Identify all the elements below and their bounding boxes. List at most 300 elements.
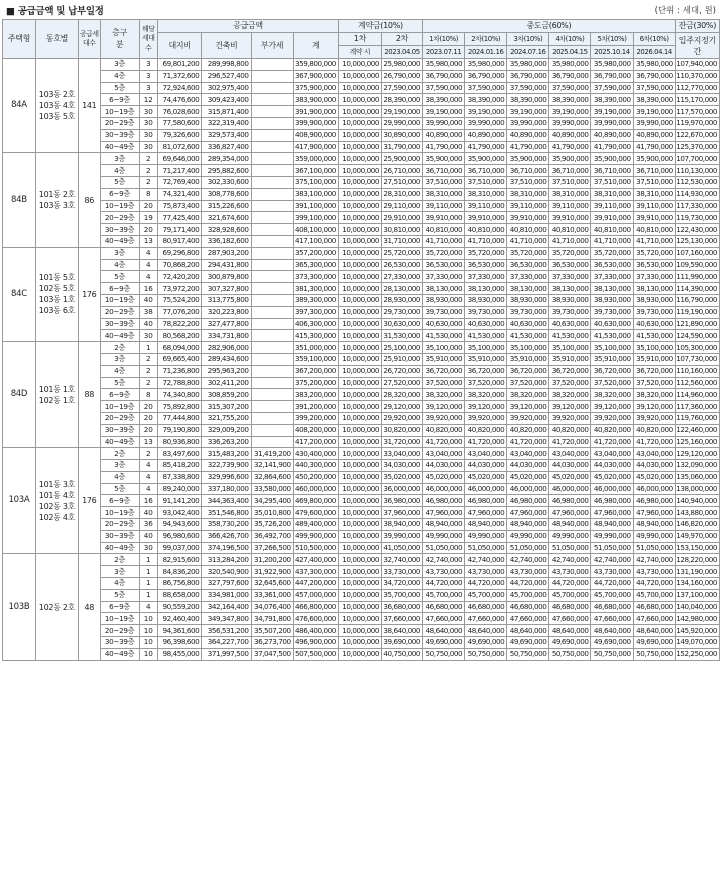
floor-cell: 10~19층 — [100, 613, 139, 625]
land-cost-cell: 72,788,800 — [158, 377, 202, 389]
balance-cell: 114,390,000 — [675, 283, 719, 295]
units-cell: 16 — [139, 495, 157, 507]
table-row — [3, 247, 720, 259]
middle-payment-cell: 44,720,000 — [549, 578, 591, 590]
units-cell: 30 — [139, 106, 157, 118]
middle-payment-cell: 36,790,000 — [591, 70, 633, 82]
balance-cell: 134,160,000 — [675, 578, 719, 590]
middle-payment-cell: 40,820,000 — [633, 424, 675, 436]
building-cost-cell: 296,527,400 — [202, 70, 251, 82]
building-cost-cell: 315,871,400 — [202, 106, 251, 118]
middle-payment-cell: 50,750,000 — [549, 648, 591, 660]
middle-payment-cell: 39,920,000 — [549, 412, 591, 424]
contract-2-cell: 37,660,000 — [381, 613, 422, 625]
middle-payment-cell: 35,910,000 — [633, 353, 675, 365]
contract-2-cell: 29,730,000 — [381, 306, 422, 318]
total-cell: 391,100,000 — [293, 200, 338, 212]
balance-cell: 107,160,000 — [675, 247, 719, 259]
middle-payment-cell: 41,710,000 — [423, 235, 465, 247]
middle-payment-cell: 35,910,000 — [507, 353, 549, 365]
units-cell: 4 — [139, 259, 157, 271]
floor-cell: 2층 — [100, 554, 139, 566]
total-cell: 496,900,000 — [293, 637, 338, 649]
units-cell: 2 — [139, 176, 157, 188]
vat-cell: 32,645,600 — [251, 578, 293, 590]
middle-payment-cell: 43,040,000 — [633, 448, 675, 460]
land-cost-cell: 91,141,200 — [158, 495, 202, 507]
middle-payment-cell: 36,790,000 — [549, 70, 591, 82]
middle-payment-cell: 48,940,000 — [633, 519, 675, 531]
floor-cell: 5층 — [100, 589, 139, 601]
land-cost-cell: 75,892,800 — [158, 401, 202, 413]
middle-payment-cell: 49,990,000 — [507, 530, 549, 542]
balance-cell: 107,730,000 — [675, 353, 719, 365]
middle-payment-cell: 35,900,000 — [465, 153, 507, 165]
middle-6-header: 6차(10%) — [633, 33, 675, 46]
middle-payment-cell: 41,530,000 — [591, 330, 633, 342]
middle-payment-cell: 51,050,000 — [465, 542, 507, 554]
contract-1-cell: 10,000,000 — [338, 460, 381, 472]
land-cost-cell: 72,924,600 — [158, 82, 202, 94]
units-cell: 3 — [139, 70, 157, 82]
vat-cell — [251, 294, 293, 306]
middle-payment-cell: 39,920,000 — [423, 412, 465, 424]
page-title: ■ 공급금액 및 납부일정 — [6, 6, 104, 17]
total-cell: 389,300,000 — [293, 294, 338, 306]
middle-payment-cell: 46,000,000 — [633, 483, 675, 495]
middle-payment-cell: 50,750,000 — [591, 648, 633, 660]
total-cell: 417,100,000 — [293, 235, 338, 247]
middle-payment-cell: 37,590,000 — [549, 82, 591, 94]
total-cell: 408,900,000 — [293, 129, 338, 141]
contract-1-cell: 10,000,000 — [338, 94, 381, 106]
floor-cell: 20~29층 — [100, 212, 139, 224]
middle-payment-cell: 36,720,000 — [633, 365, 675, 377]
middle-payment-cell: 39,990,000 — [633, 117, 675, 129]
col-building-header: 동호별 — [35, 20, 78, 59]
contract-2-cell: 29,120,000 — [381, 401, 422, 413]
table-row — [3, 200, 720, 212]
vat-cell — [251, 318, 293, 330]
building-cost-cell: 322,319,400 — [202, 117, 251, 129]
contract-1-cell: 10,000,000 — [338, 471, 381, 483]
total-cell: 373,300,000 — [293, 271, 338, 283]
contract-1-cell: 10,000,000 — [338, 401, 381, 413]
table-row — [3, 448, 720, 460]
land-cost-cell: 79,171,400 — [158, 224, 202, 236]
middle-payment-cell: 48,940,000 — [591, 519, 633, 531]
middle-payment-cell: 38,130,000 — [507, 283, 549, 295]
middle-payment-cell: 39,110,000 — [507, 200, 549, 212]
floor-cell: 30~39층 — [100, 530, 139, 542]
total-cell: 450,200,000 — [293, 471, 338, 483]
contract-1-cell: 10,000,000 — [338, 613, 381, 625]
units-cell: 1 — [139, 554, 157, 566]
table-row — [3, 176, 720, 188]
middle-payment-cell: 35,980,000 — [507, 59, 549, 71]
middle-payment-cell: 44,720,000 — [591, 578, 633, 590]
middle-4-date: 2025.04.15 — [549, 46, 591, 59]
total-cell: 399,900,000 — [293, 117, 338, 129]
balance-cell: 119,730,000 — [675, 212, 719, 224]
total-cell: 507,500,000 — [293, 648, 338, 660]
middle-payment-cell: 45,020,000 — [507, 471, 549, 483]
middle-payment-cell: 45,700,000 — [507, 589, 549, 601]
contract-2-cell: 31,790,000 — [381, 141, 422, 153]
total-cell: 391,900,000 — [293, 106, 338, 118]
balance-cell: 132,090,000 — [675, 460, 719, 472]
middle-payment-cell: 36,530,000 — [549, 259, 591, 271]
contract-2-cell: 31,530,000 — [381, 330, 422, 342]
vat-cell — [251, 94, 293, 106]
middle-payment-cell: 48,640,000 — [633, 625, 675, 637]
table-row — [3, 460, 720, 472]
title-text: 공급금액 및 납부일정 — [17, 6, 104, 17]
building-cost-cell: 295,882,600 — [202, 165, 251, 177]
middle-payment-cell: 47,660,000 — [549, 613, 591, 625]
unit-note: (단위 : 세대, 원) — [654, 6, 716, 16]
contract-1-cell: 10,000,000 — [338, 412, 381, 424]
middle-payment-cell: 39,120,000 — [633, 401, 675, 413]
contract-1-cell: 10,000,000 — [338, 483, 381, 495]
floor-cell: 6~9층 — [100, 495, 139, 507]
middle-payment-cell: 37,590,000 — [633, 82, 675, 94]
balance-cell: 125,130,000 — [675, 235, 719, 247]
middle-payment-cell: 37,510,000 — [591, 176, 633, 188]
middle-payment-cell: 38,130,000 — [465, 283, 507, 295]
vat-cell — [251, 106, 293, 118]
middle-payment-cell: 47,660,000 — [423, 613, 465, 625]
contract-2-cell: 25,900,000 — [381, 153, 422, 165]
middle-payment-cell: 41,720,000 — [549, 436, 591, 448]
total-cell: 367,100,000 — [293, 165, 338, 177]
balance-header: 잔금(30%) — [675, 20, 719, 33]
total-cell: 399,200,000 — [293, 412, 338, 424]
building-cost-cell: 329,573,400 — [202, 129, 251, 141]
building-cost-cell: 315,483,200 — [202, 448, 251, 460]
middle-payment-cell: 48,940,000 — [465, 519, 507, 531]
balance-cell: 152,250,000 — [675, 648, 719, 660]
middle-payment-cell: 36,720,000 — [591, 365, 633, 377]
middle-payment-cell: 40,810,000 — [633, 224, 675, 236]
building-cost-cell: 337,180,000 — [202, 483, 251, 495]
balance-cell: 140,940,000 — [675, 495, 719, 507]
table-row — [3, 530, 720, 542]
middle-payment-cell: 46,680,000 — [507, 601, 549, 613]
land-cost-cell: 69,665,400 — [158, 353, 202, 365]
floor-cell: 10~19층 — [100, 507, 139, 519]
contract-header: 계약금(10%) — [338, 20, 422, 33]
middle-3-header: 3차(10%) — [507, 33, 549, 46]
vat-cell — [251, 141, 293, 153]
units-cell: 4 — [139, 601, 157, 613]
middle-payment-cell: 42,740,000 — [549, 554, 591, 566]
vat-cell — [251, 401, 293, 413]
vat-cell — [251, 59, 293, 71]
table-row — [3, 519, 720, 531]
middle-payment-cell: 39,190,000 — [465, 106, 507, 118]
middle-payment-cell: 38,390,000 — [591, 94, 633, 106]
land-cost-cell: 75,524,200 — [158, 294, 202, 306]
floor-cell: 6~9층 — [100, 389, 139, 401]
building-cost-cell: 282,906,000 — [202, 342, 251, 354]
middle-payment-cell: 46,000,000 — [465, 483, 507, 495]
middle-payment-cell: 47,960,000 — [591, 507, 633, 519]
middle-payment-cell: 41,720,000 — [423, 436, 465, 448]
total-cell: 510,500,000 — [293, 542, 338, 554]
building-cost-cell: 336,827,400 — [202, 141, 251, 153]
middle-payment-cell: 39,190,000 — [507, 106, 549, 118]
contract-1-cell: 10,000,000 — [338, 224, 381, 236]
contract-2-cell: 26,720,000 — [381, 365, 422, 377]
middle-payment-cell: 35,720,000 — [507, 247, 549, 259]
middle-payment-cell: 46,980,000 — [633, 495, 675, 507]
middle-payment-cell: 45,700,000 — [633, 589, 675, 601]
total-cell: 351,000,000 — [293, 342, 338, 354]
floor-cell: 10~19층 — [100, 294, 139, 306]
middle-payment-cell: 44,030,000 — [465, 460, 507, 472]
balance-cell: 149,970,000 — [675, 530, 719, 542]
middle-payment-cell: 51,050,000 — [633, 542, 675, 554]
balance-cell: 138,000,000 — [675, 483, 719, 495]
building-cost-cell: 295,963,200 — [202, 365, 251, 377]
floor-cell: 3층 — [100, 353, 139, 365]
land-cost-cell: 81,072,600 — [158, 141, 202, 153]
balance-cell: 131,190,000 — [675, 566, 719, 578]
contract-2-cell: 26,710,000 — [381, 165, 422, 177]
middle-payment-cell: 44,030,000 — [633, 460, 675, 472]
middle-payment-cell: 44,030,000 — [507, 460, 549, 472]
table-row — [3, 318, 720, 330]
units-cell: 4 — [139, 471, 157, 483]
vat-cell: 33,580,000 — [251, 483, 293, 495]
vat-cell — [251, 165, 293, 177]
middle-payment-cell: 51,050,000 — [507, 542, 549, 554]
vat-cell — [251, 424, 293, 436]
vat-cell — [251, 188, 293, 200]
col-supply-header: 공급세대수 — [78, 20, 100, 59]
middle-payment-cell: 35,910,000 — [591, 353, 633, 365]
middle-payment-cell: 47,960,000 — [465, 507, 507, 519]
table-row — [3, 637, 720, 649]
middle-payment-cell: 45,020,000 — [633, 471, 675, 483]
middle-payment-cell: 41,790,000 — [633, 141, 675, 153]
middle-payment-cell: 38,930,000 — [465, 294, 507, 306]
balance-cell: 112,560,000 — [675, 377, 719, 389]
contract-1-cell: 10,000,000 — [338, 153, 381, 165]
balance-cell: 109,590,000 — [675, 259, 719, 271]
vat-cell: 34,791,800 — [251, 613, 293, 625]
contract-1-cell: 10,000,000 — [338, 188, 381, 200]
middle-payment-cell: 38,130,000 — [549, 283, 591, 295]
land-cost-cell: 76,028,600 — [158, 106, 202, 118]
contract-2-cell: 28,310,000 — [381, 188, 422, 200]
middle-payment-cell: 50,750,000 — [423, 648, 465, 660]
middle-2-header: 2차(10%) — [465, 33, 507, 46]
contract-1-cell: 10,000,000 — [338, 648, 381, 660]
total-cell: 383,100,000 — [293, 188, 338, 200]
table-row — [3, 106, 720, 118]
middle-payment-cell: 40,890,000 — [549, 129, 591, 141]
table-row — [3, 483, 720, 495]
table-row — [3, 94, 720, 106]
land-cost-cell: 79,190,800 — [158, 424, 202, 436]
total-cell: 408,200,000 — [293, 424, 338, 436]
vat-cell — [251, 353, 293, 365]
col-land-header: 대지비 — [158, 33, 202, 59]
contract-1-cell: 10,000,000 — [338, 283, 381, 295]
balance-cell: 115,170,000 — [675, 94, 719, 106]
middle-payment-cell: 38,390,000 — [549, 94, 591, 106]
total-cell: 430,400,000 — [293, 448, 338, 460]
contract-2-cell: 33,040,000 — [381, 448, 422, 460]
building-cost-cell: 336,263,200 — [202, 436, 251, 448]
contract-1-cell: 10,000,000 — [338, 294, 381, 306]
balance-cell: 122,460,000 — [675, 424, 719, 436]
col-units-header: 해당세대수 — [139, 20, 157, 59]
total-cell: 399,100,000 — [293, 212, 338, 224]
building-cost-cell: 356,531,200 — [202, 625, 251, 637]
total-cell: 479,600,000 — [293, 507, 338, 519]
total-cell: 415,300,000 — [293, 330, 338, 342]
contract-2-cell: 32,740,000 — [381, 554, 422, 566]
middle-payment-cell: 40,810,000 — [591, 224, 633, 236]
middle-payment-cell: 43,730,000 — [591, 566, 633, 578]
housing-type-cell: 103B — [3, 554, 36, 660]
floor-cell: 30~39층 — [100, 424, 139, 436]
floor-cell: 3층 — [100, 153, 139, 165]
contract-2-cell: 39,990,000 — [381, 530, 422, 542]
middle-payment-cell: 35,980,000 — [549, 59, 591, 71]
middle-payment-cell: 51,050,000 — [423, 542, 465, 554]
total-cell: 359,000,000 — [293, 153, 338, 165]
middle-payment-cell: 49,990,000 — [591, 530, 633, 542]
middle-payment-cell: 39,190,000 — [423, 106, 465, 118]
middle-payment-cell: 39,990,000 — [591, 117, 633, 129]
middle-payment-cell: 37,590,000 — [507, 82, 549, 94]
land-cost-cell: 77,580,600 — [158, 117, 202, 129]
contract-2-cell: 36,000,000 — [381, 483, 422, 495]
balance-cell: 105,300,000 — [675, 342, 719, 354]
building-cell: 101동 3호 101동 4호 102동 3호 102동 4호 — [35, 448, 78, 554]
middle-payment-cell: 46,000,000 — [423, 483, 465, 495]
middle-payment-cell: 46,980,000 — [465, 495, 507, 507]
middle-payment-cell: 41,530,000 — [465, 330, 507, 342]
middle-6-date: 2026.04.14 — [633, 46, 675, 59]
table-row — [3, 389, 720, 401]
balance-cell: 122,430,000 — [675, 224, 719, 236]
land-cost-cell: 77,425,400 — [158, 212, 202, 224]
contract-2-cell: 30,810,000 — [381, 224, 422, 236]
middle-payment-cell: 39,120,000 — [423, 401, 465, 413]
middle-payment-cell: 46,680,000 — [549, 601, 591, 613]
middle-payment-cell: 41,710,000 — [549, 235, 591, 247]
table-row — [3, 82, 720, 94]
floor-cell: 20~29층 — [100, 306, 139, 318]
contract-2-date: 2023.04.05 — [381, 46, 422, 59]
building-cost-cell: 313,284,200 — [202, 554, 251, 566]
contract-1-cell: 10,000,000 — [338, 212, 381, 224]
middle-payment-cell: 39,120,000 — [591, 401, 633, 413]
vat-cell — [251, 365, 293, 377]
contract-1-cell: 10,000,000 — [338, 566, 381, 578]
total-cell: 383,900,000 — [293, 94, 338, 106]
middle-payment-cell: 39,110,000 — [549, 200, 591, 212]
units-cell: 10 — [139, 648, 157, 660]
table-row — [3, 70, 720, 82]
total-cell: 427,400,000 — [293, 554, 338, 566]
balance-cell: 110,130,000 — [675, 165, 719, 177]
floor-cell: 30~39층 — [100, 224, 139, 236]
middle-payment-cell: 41,710,000 — [507, 235, 549, 247]
middle-5-header: 5차(10%) — [591, 33, 633, 46]
middle-payment-cell: 40,810,000 — [507, 224, 549, 236]
building-cell: 101동 5호 102동 5호 103동 1호 103동 6호 — [35, 247, 78, 341]
units-cell: 4 — [139, 483, 157, 495]
contract-1-cell: 10,000,000 — [338, 424, 381, 436]
middle-payment-cell: 43,730,000 — [423, 566, 465, 578]
middle-payment-cell: 42,740,000 — [507, 554, 549, 566]
middle-payment-cell: 44,720,000 — [423, 578, 465, 590]
middle-payment-cell: 37,330,000 — [591, 271, 633, 283]
balance-cell: 153,150,000 — [675, 542, 719, 554]
middle-payment-cell: 41,710,000 — [633, 235, 675, 247]
land-cost-cell: 90,559,200 — [158, 601, 202, 613]
contract-1-cell: 10,000,000 — [338, 542, 381, 554]
middle-payment-cell: 40,810,000 — [423, 224, 465, 236]
units-cell: 1 — [139, 589, 157, 601]
middle-payment-cell: 51,050,000 — [591, 542, 633, 554]
contract-1-cell: 10,000,000 — [338, 448, 381, 460]
middle-payment-cell: 42,740,000 — [423, 554, 465, 566]
middle-payment-cell: 43,040,000 — [423, 448, 465, 460]
middle-payment-cell: 47,660,000 — [507, 613, 549, 625]
middle-payment-cell: 38,310,000 — [465, 188, 507, 200]
balance-cell: 121,890,000 — [675, 318, 719, 330]
building-cost-cell: 349,347,800 — [202, 613, 251, 625]
middle-payment-cell: 36,530,000 — [507, 259, 549, 271]
floor-cell: 4층 — [100, 259, 139, 271]
contract-2-cell: 27,510,000 — [381, 176, 422, 188]
building-cost-cell: 302,411,200 — [202, 377, 251, 389]
middle-payment-cell: 48,940,000 — [423, 519, 465, 531]
middle-payment-cell: 39,190,000 — [633, 106, 675, 118]
table-row — [3, 554, 720, 566]
middle-payment-cell: 49,990,000 — [465, 530, 507, 542]
floor-cell: 4층 — [100, 578, 139, 590]
total-cell: 440,300,000 — [293, 460, 338, 472]
middle-payment-cell: 40,890,000 — [591, 129, 633, 141]
middle-payment-cell: 40,630,000 — [465, 318, 507, 330]
middle-payment-cell: 49,690,000 — [465, 637, 507, 649]
middle-payment-cell: 36,790,000 — [465, 70, 507, 82]
vat-cell: 31,419,200 — [251, 448, 293, 460]
balance-cell: 117,330,000 — [675, 200, 719, 212]
middle-payment-cell: 39,110,000 — [633, 200, 675, 212]
middle-payment-cell: 39,920,000 — [633, 412, 675, 424]
floor-cell: 6~9층 — [100, 188, 139, 200]
contract-1-cell: 10,000,000 — [338, 318, 381, 330]
middle-payment-cell: 41,720,000 — [591, 436, 633, 448]
building-cost-cell: 371,997,500 — [202, 648, 251, 660]
units-cell: 2 — [139, 448, 157, 460]
middle-payment-cell: 35,980,000 — [591, 59, 633, 71]
middle-payment-cell: 37,510,000 — [549, 176, 591, 188]
middle-payment-cell: 42,740,000 — [465, 554, 507, 566]
land-cost-cell: 84,836,200 — [158, 566, 202, 578]
middle-payment-cell: 38,390,000 — [507, 94, 549, 106]
middle-payment-cell: 36,530,000 — [591, 259, 633, 271]
